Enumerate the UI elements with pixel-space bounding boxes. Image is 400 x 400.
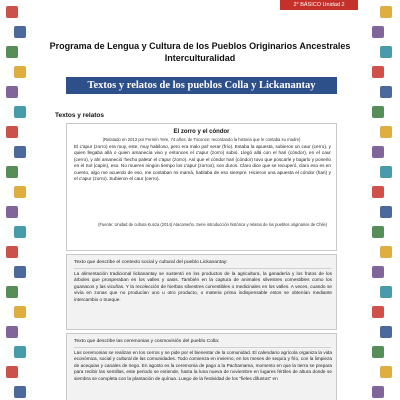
culture-glyph-icon	[14, 386, 26, 398]
story-reference: (Fuente: Unidad de cultura Kunza (2014) Atacameño. Serie introducción histórica y relatos de los pueblos originarios de Chile)	[98, 222, 327, 227]
question-box-lickanantay	[66, 254, 337, 330]
culture-glyph-icon	[372, 26, 384, 38]
culture-glyph-icon	[372, 346, 384, 358]
culture-glyph-icon	[6, 86, 18, 98]
culture-glyph-icon	[372, 306, 384, 318]
culture-glyph-icon	[380, 246, 392, 258]
culture-glyph-icon	[380, 206, 392, 218]
culture-glyph-icon	[380, 166, 392, 178]
left-icon-column	[0, 0, 34, 400]
culture-glyph-icon	[14, 66, 26, 78]
culture-glyph-icon	[6, 286, 18, 298]
culture-glyph-icon	[380, 366, 392, 378]
program-title	[40, 40, 360, 64]
culture-glyph-icon	[6, 206, 18, 218]
culture-glyph-icon	[372, 106, 384, 118]
question-prompt: Texto que describe el contexto social y cultural del pueblo Lickanantay:	[74, 260, 228, 265]
culture-glyph-icon	[14, 346, 26, 358]
program-title-line1: Programa de Lengua y Cultura de los Pueblos Originarios Ancestrales	[49, 41, 351, 51]
story-title: El zorro y el cóndor	[173, 129, 230, 135]
culture-glyph-icon	[372, 186, 384, 198]
culture-glyph-icon	[380, 126, 392, 138]
culture-glyph-icon	[380, 326, 392, 338]
grade-badge: 2° BÁSICO Unidad 2	[280, 0, 358, 10]
culture-glyph-icon	[372, 226, 384, 238]
culture-glyph-icon	[380, 6, 392, 18]
culture-glyph-icon	[14, 266, 26, 278]
question-prompt: Texto que describe las ceremonias y cosmovisión del pueblo Colla:	[74, 339, 220, 344]
section-label: Textos y relatos	[55, 112, 105, 119]
culture-glyph-icon	[14, 226, 26, 238]
culture-glyph-icon	[14, 186, 26, 198]
culture-glyph-icon	[372, 146, 384, 158]
answer-text[interactable]: Las ceremonias se realizan en los cerros y se pide por el bienestar de la comunidad. El calendario agrícola organiza la vida económica, social y cultural de las comunidades. Todo comienza en invierno, en los meses de sequía y frío, con la limpieza de acequias y canales de riego. En agosto es la ceremonia de pago a la Pachamama, momento en que la tierra se prepara para recibir las semillas, este periodo se extiende, hasta la luna nueva de noviembre en lugares fértiles de altura donde se siembra se completa con la plantación de quínua. Luego de la festividad de los "fieles difuntos" en	[74, 350, 332, 381]
culture-glyph-icon	[6, 366, 18, 378]
culture-glyph-icon	[14, 306, 26, 318]
culture-glyph-icon	[372, 66, 384, 78]
right-icon-column	[366, 0, 400, 400]
story-source: (Relatado en 2013 por Fermín Yere, 74 años, de Toconce; recordando la historia que le contaba su madre)	[102, 137, 301, 142]
culture-glyph-icon	[6, 246, 18, 258]
culture-glyph-icon	[372, 266, 384, 278]
question-box-colla	[66, 333, 337, 400]
culture-glyph-icon	[380, 286, 392, 298]
culture-glyph-icon	[380, 46, 392, 58]
culture-glyph-icon	[372, 386, 384, 398]
unit-banner: Textos y relatos de los pueblos Colla y Lickanantay	[66, 77, 337, 94]
culture-glyph-icon	[14, 26, 26, 38]
culture-glyph-icon	[6, 166, 18, 178]
culture-glyph-icon	[6, 46, 18, 58]
answer-rule	[74, 347, 331, 348]
culture-glyph-icon	[380, 86, 392, 98]
culture-glyph-icon	[6, 126, 18, 138]
story-body: El c'apur (zorro) era muy, este, muy habiloso, pero era malo pal' serar (frío). Estaba la apuesta, subieron un caur (cerro), y quien llegaba allá o quien amanecía vivo y entonces el c'apur (zorro) subió. Llegó allá con el hari (cóndor), en el caur (cerro), y ahí amaneció 'hecho paleta' el c'apur (zorro). Así que el cóndor hari (cóndor) tuvo que poscarle y bajarlo y ponerlo en el Sol (capin), eso. No mueren ningún tiempo los c'apur (zorros), son duros. Claro dice que se recuperó, claro eso es en cuento, algo me acuerdo de eso, me contaban mi mamá, hablaba de eso siempre. Hicieron una apuesta el cóndor (hari) y el c'apur (zorro). Subieron el caur (cerro).	[74, 144, 331, 182]
story-box	[66, 123, 337, 251]
culture-glyph-icon	[14, 106, 26, 118]
answer-rule	[74, 268, 331, 269]
answer-text[interactable]: La alimentación tradicional lickanantay se sustentó en los productos de la agricultura, la ganadería y los frutos de los árboles que prosperaban en los valles y oasis. También en la captura de animales silvestres comestibles como los guanacos y las vicuñas. Y la recolección de hierbas silvestres comestibles o medicinales en los valles. A veces, cuando se vivía en zonas que no producían uno u otro producto, o materia prima indispensable estos se obtenían mediante intercambio o trueque.	[74, 271, 332, 302]
culture-glyph-icon	[6, 6, 18, 18]
culture-glyph-icon	[14, 146, 26, 158]
culture-glyph-icon	[6, 326, 18, 338]
program-title-line2: Interculturalidad	[164, 53, 236, 63]
